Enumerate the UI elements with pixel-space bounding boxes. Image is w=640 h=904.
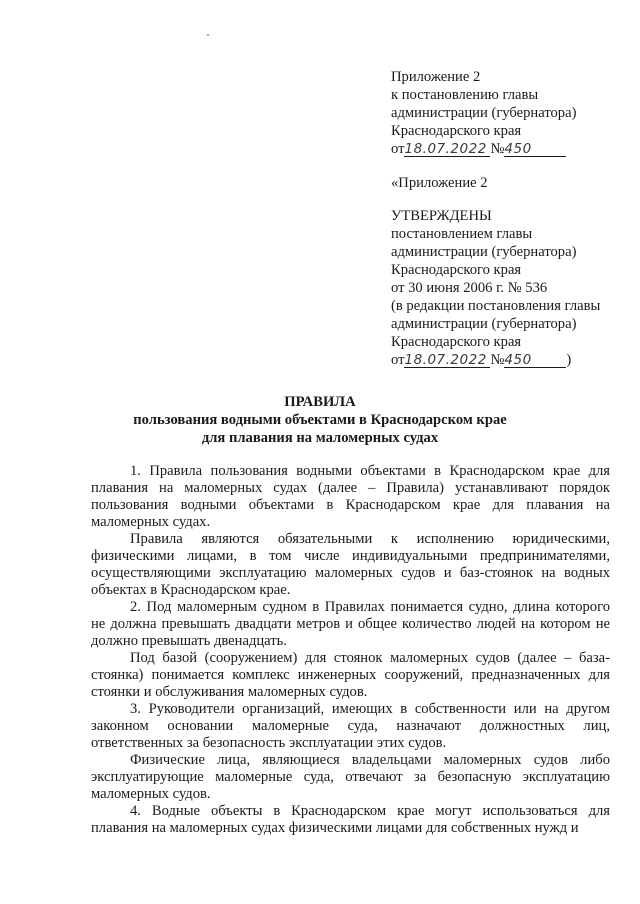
appendix-line: к постановлению главы [391,86,539,103]
paragraph: 4. Водные объекты в Краснодарском крае могут использоваться для плавания на маломерных судах физическими лицами для собственных нужд и [91,803,610,836]
paragraph: 2. Под маломерным судном в Правилах понимается судно, длина которого не должна превышать двадцати метров и общее количество людей на котором не должно превышать двенадцать. [91,599,610,649]
approved-line: от 30 июня 2006 г. № 536 [391,280,548,297]
from-prefix: от [391,351,405,368]
handwritten-number: 450 [504,353,566,368]
paragraph: 3. Руководители организаций, имеющих в собственности или на другом законном основании маломерные суда, назначают должностных лиц, ответственных за безопасность эксплуатации этих судов. [91,701,610,751]
handwritten-date: 18.07.2022 [404,142,490,157]
document-title [0,394,640,447]
approved-line: постановлением главы [391,226,533,243]
title-line: для плавания на маломерных судах [201,429,439,446]
handwritten-date: 18.07.2022 [404,353,490,368]
from-prefix: от [391,140,405,157]
scan-speck [207,34,209,36]
approved-line: (в редакции постановления главы [391,297,601,314]
approved-line: администрации (губернатора) [391,315,577,332]
title-line: ПРАВИЛА [284,394,356,410]
close-paren: ) [566,351,572,368]
document-body [91,463,610,837]
paragraph: 1. Правила пользования водными объектами в Краснодарском крае для плавания на маломерных судах (далее – Правила) устанавливают порядок пользования водными объектами в Краснодарском крае для плавания на маломерных судах. [91,463,610,530]
approved-line: администрации (губернатора) [391,244,577,261]
appendix-line: Приложение 2 [391,69,481,85]
number-prefix: № [490,140,505,157]
appendix-date-line [391,141,631,159]
paragraph: Правила являются обязательными к исполнению юридическими, физическими лицами, в том числе индивидуальными предпринимателями, осуществляющими эксплуатацию маломерных судов и баз-стоянок на водных объектах в Краснодарском крае. [91,531,610,598]
approved-heading: УТВЕРЖДЕНЫ [391,208,492,225]
handwritten-number: 450 [504,142,566,157]
approved-date-line [391,352,631,370]
appendix-line: Краснодарского края [391,122,522,139]
appendix-line: администрации (губернатора) [391,104,577,121]
title-line: пользования водными объектами в Краснодарском крае [133,411,507,428]
approved-line: Краснодарского края [391,333,522,350]
approved-line: Краснодарского края [391,262,522,279]
number-prefix: № [490,351,505,368]
paragraph: Физические лица, являющиеся владельцами маломерных судов либо эксплуатирующие маломерные суда, отвечают за безопасную эксплуатацию маломерных судов. [91,752,610,802]
paragraph: Под базой (сооружением) для стоянок маломерных судов (далее – база-стоянка) понимается комплекс инженерных сооружений, предназначенных для стоянки и обслуживания маломерных судов. [91,650,610,700]
approved-quote-line: «Приложение 2 [391,174,488,191]
appendix-header [391,69,631,370]
